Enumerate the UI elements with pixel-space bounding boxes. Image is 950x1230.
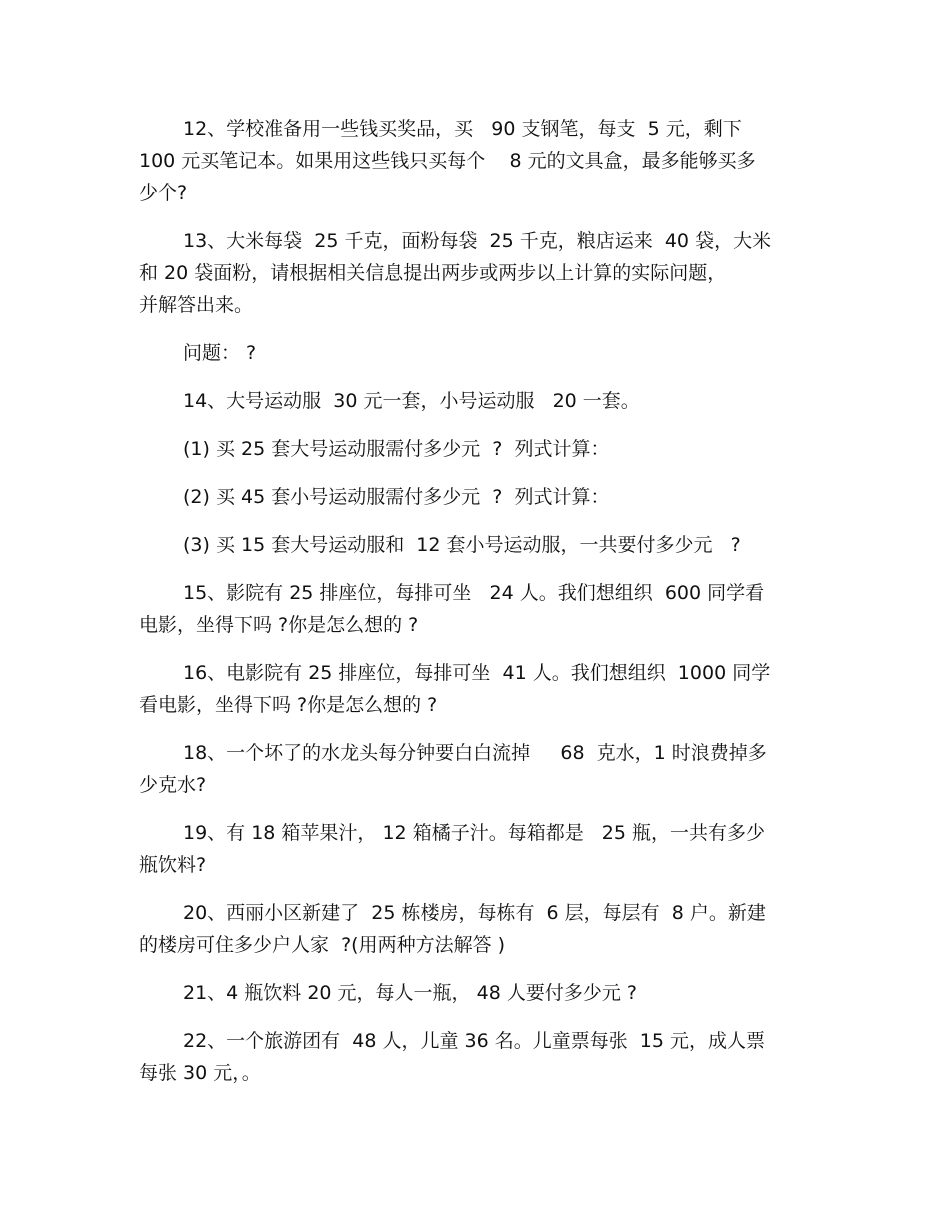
problem-22 bbox=[139, 1025, 819, 1089]
text-line: 看电影，坐得下吗 ?你是怎么想的 ? bbox=[139, 694, 438, 716]
text-line: 14、大号运动服 30 元一套，小号运动服 20 一套。 bbox=[183, 390, 640, 412]
text-line: 19、有 18 箱苹果汁， 12 箱橘子汁。每箱都是 25 瓶，一共有多少 bbox=[183, 822, 766, 844]
text-line: 少个? bbox=[139, 182, 188, 204]
text-line: 21、4 瓶饮料 20 元，每人一瓶， 48 人要付多少元 ? bbox=[183, 982, 637, 1004]
problem-19 bbox=[139, 817, 819, 881]
problem-16 bbox=[139, 657, 819, 721]
text-line: 问题： ? bbox=[183, 342, 257, 364]
text-line: 瓶饮料? bbox=[139, 854, 207, 876]
text-line: 16、电影院有 25 排座位，每排可坐 41 人。我们想组织 1000 同学 bbox=[183, 662, 771, 684]
problem-21 bbox=[139, 977, 819, 1009]
problem-14-part-2 bbox=[139, 481, 819, 513]
text-line: 13、大米每袋 25 千克，面粉每袋 25 千克，粮店运来 40 袋，大米 bbox=[183, 230, 772, 252]
problem-14-part-1 bbox=[139, 433, 819, 465]
text-line: 每张 30 元，。 bbox=[139, 1062, 261, 1084]
document-body bbox=[139, 113, 819, 1105]
text-line: 18、一个坏了的水龙头每分钟要白白流掉 68 克水，1 时浪费掉多 bbox=[183, 742, 767, 764]
problem-14-part-3 bbox=[139, 529, 819, 561]
problem-13 bbox=[139, 225, 819, 321]
text-line: 20、西丽小区新建了 25 栋楼房，每栋有 6 层，每层有 8 户。新建 bbox=[183, 902, 766, 924]
problem-12 bbox=[139, 113, 819, 209]
text-line: 15、影院有 25 排座位，每排可坐 24 人。我们想组织 600 同学看 bbox=[183, 582, 765, 604]
problem-15 bbox=[139, 577, 819, 641]
text-line: 和 20 袋面粉，请根据相关信息提出两步或两步以上计算的实际问题， bbox=[139, 262, 727, 284]
text-line: 的楼房可住多少户人家 ?(用两种方法解答 ) bbox=[139, 934, 506, 956]
text-line: 22、一个旅游团有 48 人，儿童 36 名。儿童票每张 15 元，成人票 bbox=[183, 1030, 766, 1052]
problem-18 bbox=[139, 737, 819, 801]
text-line: 12、学校准备用一些钱买奖品，买 90 支钢笔，每支 5 元，剩下 bbox=[183, 118, 742, 140]
problem-14 bbox=[139, 385, 819, 417]
text-line: 少克水? bbox=[139, 774, 207, 796]
problem-20 bbox=[139, 897, 819, 961]
text-line: (2) 买 45 套小号运动服需付多少元 ? 列式计算： bbox=[183, 486, 610, 508]
text-line: (1) 买 25 套大号运动服需付多少元 ? 列式计算： bbox=[183, 438, 610, 460]
text-line: (3) 买 15 套大号运动服和 12 套小号运动服，一共要付多少元 ? bbox=[183, 534, 741, 556]
text-line: 100 元买笔记本。如果用这些钱只买每个 8 元的文具盒，最多能够买多 bbox=[139, 150, 756, 172]
text-line: 并解答出来。 bbox=[139, 294, 254, 316]
problem-13-question bbox=[139, 337, 819, 369]
text-line: 电影，坐得下吗 ?你是怎么想的 ? bbox=[139, 614, 419, 636]
